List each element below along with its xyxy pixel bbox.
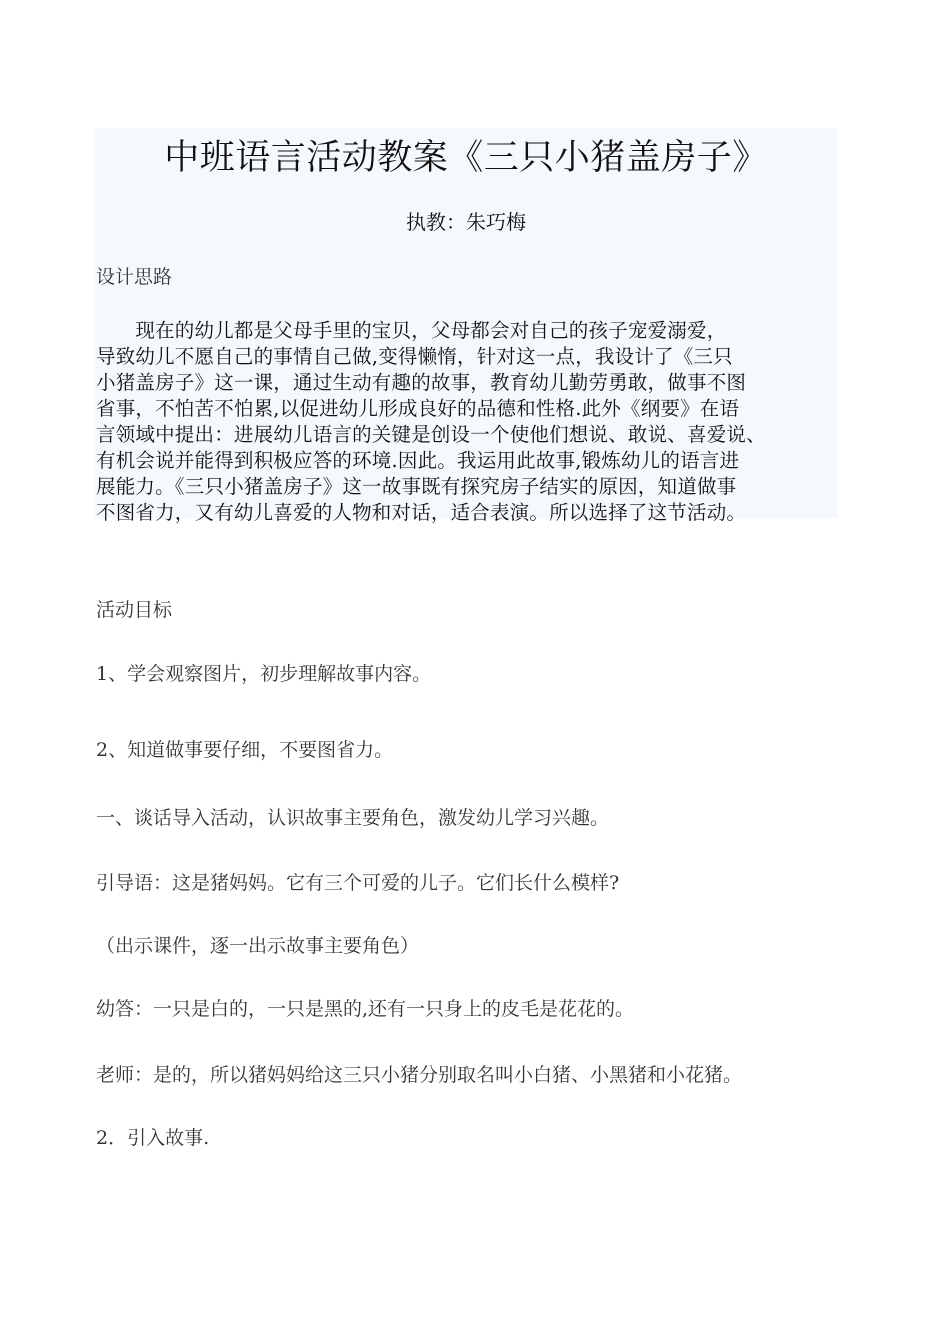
paragraph-line: 不图省力，又有幼儿喜爱的人物和对话，适合表演。所以选择了这节活动。 — [96, 501, 747, 524]
teacher-name: 执教：朱巧梅 — [406, 210, 526, 234]
paragraph-line: 有机会说并能得到积极应答的环境.因此。我运用此故事,锻炼幼儿的语言进 — [96, 449, 740, 472]
activity-step-2: 2．引入故事. — [96, 1127, 210, 1149]
teacher-reply: 老师：是的，所以猪妈妈给这三只小猪分别取名叫小白猪、小黑猪和小花猪。 — [96, 1064, 743, 1086]
goals-heading: 活动目标 — [96, 599, 173, 621]
show-courseware-note: （出示课件，逐一出示故事主要角色） — [96, 935, 420, 957]
paragraph-line: 导致幼儿不愿自己的事情自己做,变得懒惰，针对这一点，我设计了《三只 — [96, 345, 733, 368]
paragraph-line: 现在的幼儿都是父母手里的宝贝，父母都会对自己的孩子宠爱溺爱， — [96, 319, 727, 342]
paragraph-line: 展能力。《三只小猪盖房子》这一故事既有探究房子结实的原因，知道做事 — [96, 475, 737, 498]
design-paragraph — [96, 318, 856, 526]
paragraph-line: 言领域中提出：进展幼儿语言的关键是创设一个使他们想说、敢说、喜爱说、 — [96, 423, 766, 446]
guide-text: 引导语：这是猪妈妈。它有三个可爱的儿子。它们长什么模样? — [96, 872, 620, 894]
paragraph-line: 小猪盖房子》这一课，通过生动有趣的故事，教育幼儿勤劳勇敢，做事不图 — [96, 371, 747, 394]
goal-item-1: 1、学会观察图片，初步理解故事内容。 — [96, 663, 432, 685]
document-title: 中班语言活动教案《三只小猪盖房子》 — [164, 138, 768, 178]
design-heading: 设计思路 — [96, 266, 173, 288]
activity-step-1: 一、谈话导入活动，认识故事主要角色，激发幼儿学习兴趣。 — [96, 807, 610, 829]
goal-item-2: 2、知道做事要仔细，不要图省力。 — [96, 739, 394, 761]
child-answer: 幼答：一只是白的，一只是黑的,还有一只身上的皮毛是花花的。 — [96, 998, 635, 1020]
paragraph-line: 省事，不怕苦不怕累,以促进幼儿形成良好的品德和性格.此外《纲要》在语 — [96, 397, 740, 420]
